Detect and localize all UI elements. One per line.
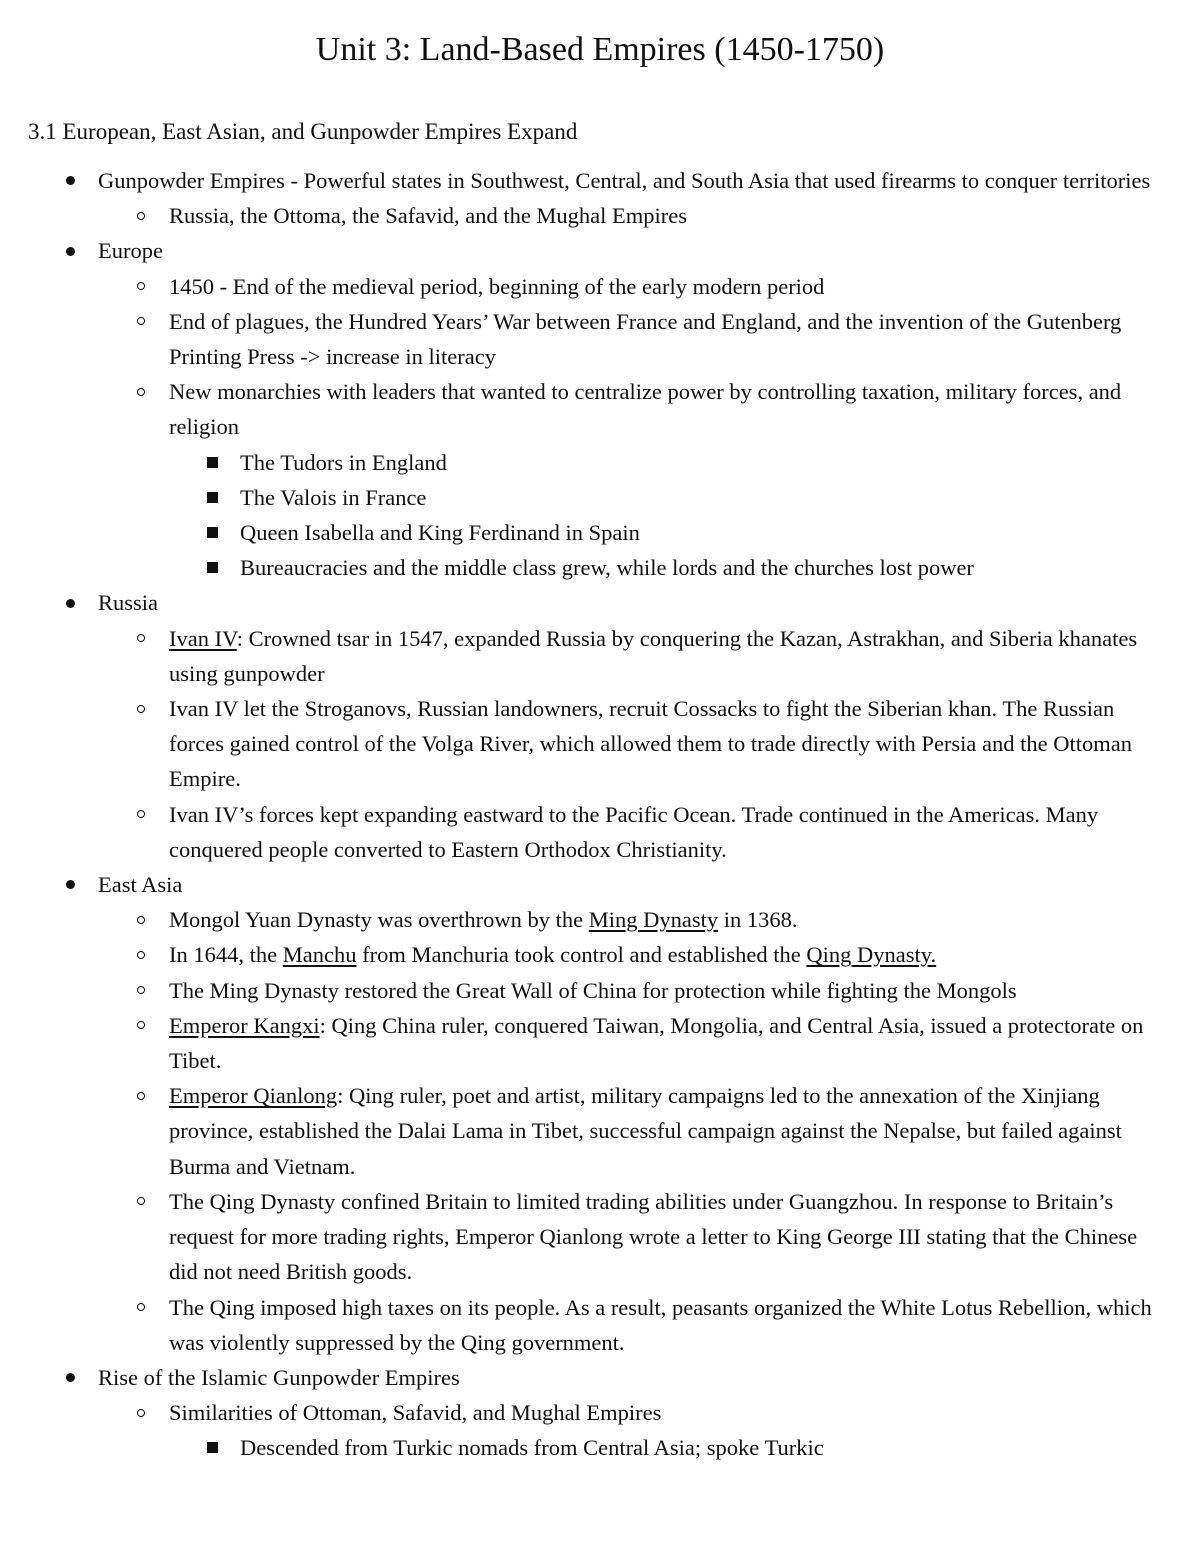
hollow-circle-bullet-icon — [131, 973, 151, 1008]
hollow-circle-bullet-icon — [131, 1290, 151, 1325]
square-bullet-icon — [202, 515, 222, 550]
underlined-term: Emperor Qianlong — [169, 1083, 338, 1109]
hollow-circle-bullet-icon — [131, 1008, 151, 1043]
list-item-text: Mongol Yuan Dynasty was overthrown by the — [169, 907, 589, 933]
filled-circle-bullet-icon — [60, 585, 80, 620]
square-bullet-icon — [202, 445, 222, 480]
list-item-text: The Qing Dynasty confined Britain to limited trading abilities under Guangzhou. In response to Britain’s request for more trading rights, Emperor Qianlong wrote a letter to King George III stating that the Chinese did not need British goods. — [169, 1188, 1138, 1285]
list-item-text: Russia — [98, 590, 159, 616]
list-item-text: Gunpowder Empires - Powerful states in Southwest, Central, and South Asia that used firearms to conquer territories — [98, 168, 1151, 193]
filled-circle-bullet-icon — [60, 163, 80, 198]
list-item — [0, 585, 1200, 620]
list-item-text: Rise of the Islamic Gunpowder Empires — [98, 1364, 460, 1390]
hollow-circle-bullet-icon — [131, 902, 151, 937]
list-item — [0, 374, 1200, 444]
hollow-circle-bullet-icon — [131, 304, 151, 339]
list-item-text: Europe — [98, 238, 163, 264]
list-item-text: The Qing imposed high taxes on its people. As a result, peasants organized the White Lotus Rebellion, which was violently suppressed by the Qing government. — [169, 1294, 1152, 1355]
list-item-text: Descended from Turkic nomads from Central Asia; spoke Turkic — [240, 1435, 824, 1461]
list-item — [0, 480, 1200, 515]
hollow-circle-bullet-icon — [131, 797, 151, 832]
list-item-text: : Qing China ruler, conquered Taiwan, Mongolia, and Central Asia, issued a protectorate on Tibet. — [169, 1012, 1144, 1074]
list-item — [0, 1360, 1200, 1395]
list-item — [0, 445, 1200, 480]
list-item — [0, 937, 1200, 972]
list-item-text: from Manchuria took control and established the — [356, 942, 807, 968]
list-item — [0, 1184, 1200, 1290]
hollow-circle-bullet-icon — [131, 937, 151, 972]
list-item-text: New monarchies with leaders that wanted to centralize power by controlling taxation, military forces, and religion — [169, 379, 1122, 440]
underlined-term: Ivan IV — [169, 625, 237, 651]
list-item-text: In 1644, the — [169, 942, 283, 968]
list-item-text: in 1368. — [718, 907, 798, 933]
list-item — [0, 233, 1200, 268]
list-item-text: Ivan IV let the Stroganovs, Russian landowners, recruit Cossacks to fight the Siberian khan. The Russian forces gained control of the Volga River, which allowed them to trade directly with Persia and the Ottoman Empire. — [169, 696, 1133, 792]
notes-list — [0, 163, 1200, 1466]
filled-circle-bullet-icon — [60, 867, 80, 902]
square-bullet-icon — [202, 550, 222, 585]
hollow-circle-bullet-icon — [131, 1078, 151, 1113]
list-item — [0, 1290, 1200, 1360]
list-item-text: : Crowned tsar in 1547, expanded Russia by conquering the Kazan, Astrakhan, and Siberia khanates using gunpowder — [169, 625, 1138, 686]
filled-circle-bullet-icon — [60, 233, 80, 268]
list-item-text: The Ming Dynasty restored the Great Wall of China for protection while fighting the Mongols — [169, 977, 1017, 1003]
list-item — [0, 304, 1200, 374]
underlined-term: Emperor Kangxi — [169, 1012, 320, 1038]
list-item-text: End of plagues, the Hundred Years’ War between France and England, and the invention of the Gutenberg Printing Press -> increase in literacy — [169, 308, 1122, 370]
list-item — [0, 1078, 1200, 1184]
list-item — [0, 1008, 1200, 1078]
list-item-text: Queen Isabella and King Ferdinand in Spain — [240, 520, 640, 546]
hollow-circle-bullet-icon — [131, 621, 151, 656]
list-item-text: The Valois in France — [240, 484, 427, 510]
list-item — [0, 515, 1200, 550]
square-bullet-icon — [202, 1430, 222, 1465]
list-item-text: Bureaucracies and the middle class grew, while lords and the churches lost power — [240, 555, 974, 581]
list-item — [0, 867, 1200, 902]
list-item — [0, 1430, 1200, 1465]
list-item-text: 1450 - End of the medieval period, beginning of the early modern period — [169, 273, 825, 299]
list-item-text: Similarities of Ottoman, Safavid, and Mughal Empires — [169, 1400, 662, 1426]
list-item-text: Russia, the Ottoma, the Safavid, and the Mughal Empires — [169, 203, 688, 229]
list-item — [0, 198, 1200, 233]
list-item — [0, 621, 1200, 691]
hollow-circle-bullet-icon — [131, 1395, 151, 1430]
filled-circle-bullet-icon — [60, 1360, 80, 1395]
square-bullet-icon — [202, 480, 222, 515]
underlined-term: Qing Dynasty. — [806, 942, 937, 968]
list-item — [0, 163, 1200, 198]
page-title: Unit 3: Land-Based Empires (1450-1750) — [315, 31, 885, 68]
hollow-circle-bullet-icon — [131, 691, 151, 726]
list-item — [0, 902, 1200, 937]
underlined-term: Ming Dynasty — [588, 907, 719, 933]
section-heading: 3.1 European, East Asian, and Gunpowder Empires Expand — [28, 119, 578, 144]
hollow-circle-bullet-icon — [131, 269, 151, 304]
list-item — [0, 269, 1200, 304]
list-item-text: Ivan IV’s forces kept expanding eastward to the Pacific Ocean. Trade continued in the Americas. Many conquered people converted to Eastern Orthodox Christianity. — [169, 801, 1099, 862]
underlined-term: Manchu — [282, 942, 357, 968]
list-item-text: The Tudors in England — [240, 449, 447, 475]
hollow-circle-bullet-icon — [131, 1184, 151, 1219]
hollow-circle-bullet-icon — [131, 198, 151, 233]
list-item-text: East Asia — [98, 872, 183, 898]
list-item — [0, 973, 1200, 1008]
list-item — [0, 1395, 1200, 1430]
list-item — [0, 691, 1200, 797]
list-item — [0, 797, 1200, 867]
list-item — [0, 550, 1200, 585]
list-item-text: : Qing ruler, poet and artist, military campaigns led to the annexation of the Xinjiang province, established the Dalai Lama in Tibet, successful campaign against the Nepalse, but failed against Burma and Vietnam. — [169, 1083, 1122, 1179]
hollow-circle-bullet-icon — [131, 374, 151, 409]
